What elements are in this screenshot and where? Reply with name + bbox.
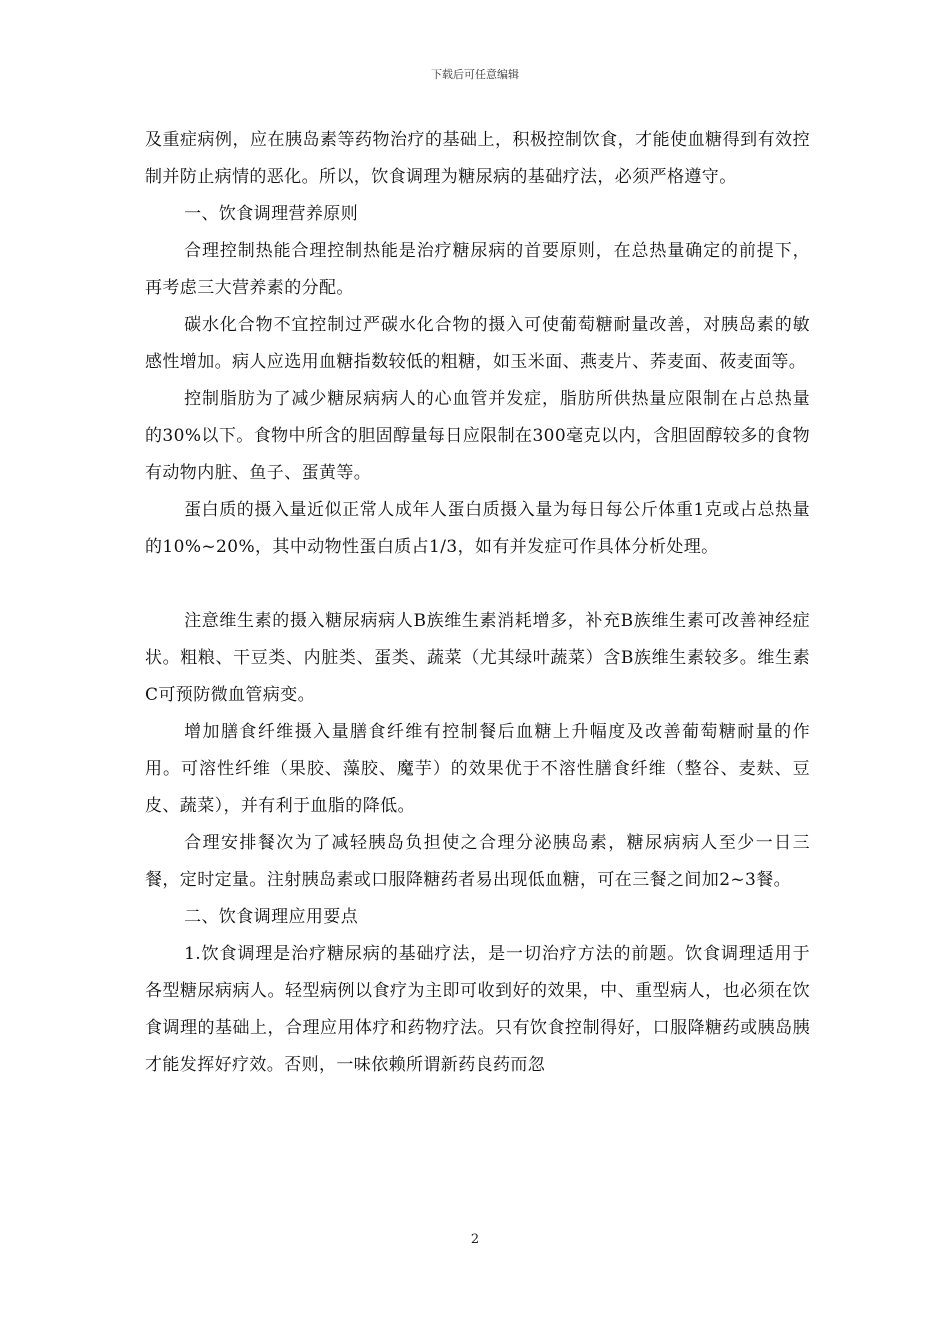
section-heading-application-points: 二、饮食调理应用要点: [184, 907, 359, 927]
paragraph-gap: [145, 566, 810, 603]
page-header: 下载后可任意编辑: [431, 68, 519, 81]
paragraph-protein: 蛋白质的摄入量近似正常人成年人蛋白质摄入量为每日每公斤体重1克或占总热量的10%~20%，其中动物性蛋白质占1/3，如有并发症可作具体分析处理。: [145, 500, 810, 557]
paragraph-meal-schedule: 合理安排餐次为了减轻胰岛负担使之合理分泌胰岛素，糖尿病病人至少一日三餐，定时定量。注射胰岛素或口服降糖药者易出现低血糖，可在三餐之间加2~3餐。: [145, 833, 810, 890]
paragraph-continuation: 及重症病例，应在胰岛素等药物治疗的基础上，积极控制饮食，才能使血糖得到有效控制并防止病情的恶化。所以，饮食调理为糖尿病的基础疗法，必须严格遵守。: [145, 130, 810, 187]
document-body: [145, 122, 810, 1084]
paragraph-calorie-control: 合理控制热能合理控制热能是治疗糖尿病的首要原则，在总热量确定的前提下，再考虑三大营养素的分配。: [145, 241, 810, 298]
paragraph-vitamins: 注意维生素的摄入糖尿病病人B族维生素消耗增多，补充B族维生素可改善神经症状。粗粮、干豆类、内脏类、蛋类、蔬菜（尤其绿叶蔬菜）含B族维生素较多。维生素C可预防微血管病变。: [145, 611, 810, 705]
page-number: 2: [470, 1232, 480, 1247]
paragraph-point-1: 1.饮食调理是治疗糖尿病的基础疗法，是一切治疗方法的前题。饮食调理适用于各型糖尿病病人。轻型病例以食疗为主即可收到好的效果，中、重型病人，也必须在饮食调理的基础上，合理应用体疗和药物疗法。只有饮食控制得好，口服降糖药或胰岛胰才能发挥好疗效。否则，一味依赖所谓新药良药而忽: [145, 944, 810, 1075]
section-heading-nutrition-principles: 一、饮食调理营养原则: [184, 204, 359, 224]
paragraph-fat-control: 控制脂肪为了减少糖尿病病人的心血管并发症，脂肪所供热量应限制在占总热量的30%以下。食物中所含的胆固醇量每日应限制在300毫克以内，含胆固醇较多的食物有动物内脏、鱼子、蛋黄等。: [145, 389, 810, 483]
paragraph-carbohydrates: 碳水化合物不宜控制过严碳水化合物的摄入可使葡萄糖耐量改善，对胰岛素的敏感性增加。病人应选用血糖指数较低的粗糖，如玉米面、燕麦片、荞麦面、莜麦面等。: [145, 315, 810, 372]
paragraph-dietary-fiber: 增加膳食纤维摄入量膳食纤维有控制餐后血糖上升幅度及改善葡萄糖耐量的作用。可溶性纤维（果胶、藻胶、魔芋）的效果优于不溶性膳食纤维（整谷、麦麸、豆皮、蔬菜），并有利于血脂的降低。: [145, 722, 810, 816]
